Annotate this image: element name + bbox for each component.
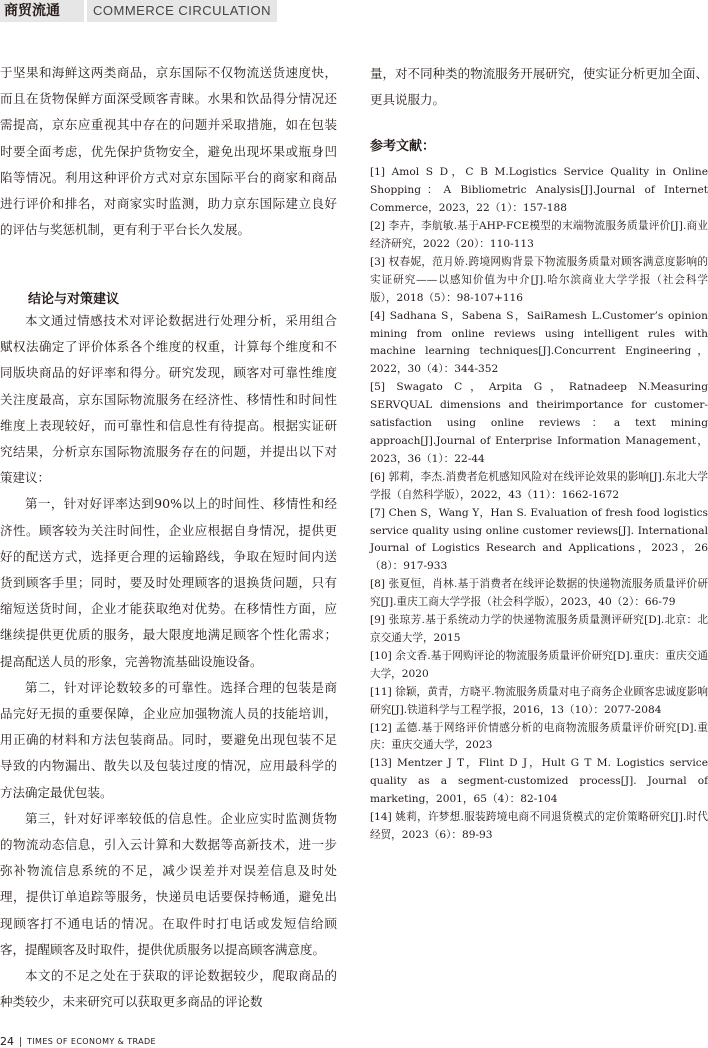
section-title-zh: 商贸流通: [0, 0, 84, 22]
page-footer: [0, 1035, 156, 1048]
left-column: [0, 60, 337, 286]
journal-name: TIMES OF ECONOMY & TRADE: [27, 1037, 157, 1046]
paragraph: 本文的不足之处在于获取的评论数据较少，爬取商品的种类较少，未来研究可以获取更多商品的评论数: [0, 968, 337, 1010]
reference-list: [370, 164, 708, 844]
paragraph: 第一，针对好评率达到90%以上的时间性、移情性和经济性。顾客较为关注时间性，企业应根据自身情况，提供更好的配送方式，选择更合理的运输路线，争取在短时间内送货到顾客手里；同时，要及时处理顾客的退换货问题，只有缩短送货时间，企业才能获取绝对优势。在移情性方面，应继续提供更优质的服务，最大限度地满足顾客个性化需求；提高配送人员的形象，完善物流基础设施设备。: [0, 496, 337, 669]
reference-item: [4] Sadhana S，Sabena S，SaiRamesh L.Customer’s opinion mining from online reviews using intelligent rules with machine learning techniques[J].Concurrent Engineering，2022，30（4）：344-352: [370, 309, 708, 376]
reference-item: [1] Amol S D，C B M.Logistics Service Quality in Online Shopping：A Bibliometric Analysis[J].Journal of Internet Commerce，2023，22（1）：157-188: [370, 166, 708, 215]
paragraph: 第三，针对好评率较低的信息性。企业应实时监测货物的物流动态信息，引入云计算和大数据等高新技术，进一步弥补物流信息系统的不足，减少误差并对误差信息及时处理，提供订单追踪等服务，快递员电话要保持畅通，避免出现顾客打不通电话的情况。在取件时打电话或发短信给顾客，提醒顾客及时取件，提供优质服务以提高顾客满意度。: [0, 810, 337, 957]
reference-item: [8] 张夏恒，肖林.基于消费者在线评论数据的快递物流服务质量评价研究[J].重庆工商大学学报（社会科学版），2023，40（2）：66-79: [370, 578, 708, 609]
left-column-body: [0, 308, 337, 1015]
section-header: [0, 0, 277, 22]
references-heading: 参考文献：: [370, 139, 436, 155]
section-heading: 结论与对策建议: [28, 292, 120, 307]
reference-item: [3] 权春妮，范月娇.跨境网购背景下物流服务质量对顾客满意度影响的实证研究——以感知价值为中介[J].哈尔滨商业大学学报（社会科学版），2018（5）：98-107+116: [370, 255, 708, 304]
paragraph: 第二，针对评论数较多的可靠性。选择合理的包装是商品完好无损的重要保障，企业应加强物流人员的技能培训，用正确的材料和方法包装商品。同时，要避免出现包装不足导致的内物漏出、散失以及包装过度的情况，应用最科学的方法确定最优包装。: [0, 679, 337, 800]
section-title-en: COMMERCE CIRCULATION: [87, 0, 277, 22]
reference-item: [14] 姚莉，许梦想.服装跨境电商不同退货模式的定价策略研究[J].时代经贸，2023（6）：89-93: [370, 811, 708, 841]
footer-divider: [20, 1037, 21, 1047]
reference-item: [2] 李卉，李航敏.基于AHP-FCE模型的末端物流服务质量评价[J].商业经济研究，2022（20）：110-113: [370, 220, 708, 251]
paragraph: 量，对不同种类的物流服务开展研究，使实证分析更加全面、更具说服力。: [370, 66, 708, 108]
reference-item: [11] 徐颖，黄青，方晓平.物流服务质量对电子商务企业顾客忠诚度影响研究[J].铁道科学与工程学报，2016，13（10）：2077-2084: [370, 685, 708, 716]
reference-item: [6] 郭莉，李杰.消费者危机感知风险对在线评论效果的影响[J].东北大学学报（自然科学版），2022，43（11）：1662-1672: [370, 470, 708, 501]
reference-item: [13] Mentzer J T，Flint D J，Hult G T M. Logistics service quality as a segment-customized process[J]. Journal of marketing，2001，65（4）：82-104: [370, 757, 708, 806]
reference-item: [12] 孟德.基于网络评价情感分析的电商物流服务质量评价研究[D].重庆：重庆交通大学，2023: [370, 721, 708, 752]
reference-item: [7] Chen S，Wang Y，Han S. Evaluation of fresh food logistics service quality using online customer reviews[J]. International Journal of Logistics Research and Applications，2023，26（8）：917-933: [370, 506, 708, 573]
paragraph: 于坚果和海鲜这两类商品，京东国际不仅物流送货速度快，而且在货物保鲜方面深受顾客青睐。水果和饮品得分情况还需提高，京东应重视其中存在的问题并采取措施，如在包装时要全面考虑，优先保护货物安全，避免出现坏果或瓶身凹陷等情况。利用这种评价方式对京东国际平台的商家和商品进行评价和排名，对商家实时监测，助力京东国际建立良好的评估与奖惩机制，更有利于平台长久发展。: [0, 65, 337, 238]
reference-item: [9] 张琼芳.基于系统动力学的快递物流服务质量测评研究[D].北京：北京交通大学，2015: [370, 614, 708, 644]
reference-item: [5] Swagato C，Arpita G，Ratnadeep N.Measuring SERVQUAL dimensions and theirimportance for customer-satisfaction using online reviews：a text mining approach[J].Journal of Enterprise Information Management，2023，36（1）：22-44: [370, 381, 708, 465]
paragraph: 本文通过情感技术对评论数据进行处理分析，采用组合赋权法确定了评价体系各个维度的权重，计算每个维度和不同版块商品的好评率和得分。研究发现，顾客对可靠性维度关注度最高，京东国际物流服务在经济性、移情性和时间性维度上表现较好，而可靠性和信息性有待提高。根据实证研究结果，分析京东国际物流服务存在的问题，并提出以下对策建议：: [0, 313, 337, 486]
reference-item: [10] 余文香.基于网购评论的物流服务质量评价研究[D].重庆：重庆交通大学，2020: [370, 649, 708, 680]
right-column: [370, 61, 708, 845]
page-number: 24: [0, 1035, 14, 1048]
